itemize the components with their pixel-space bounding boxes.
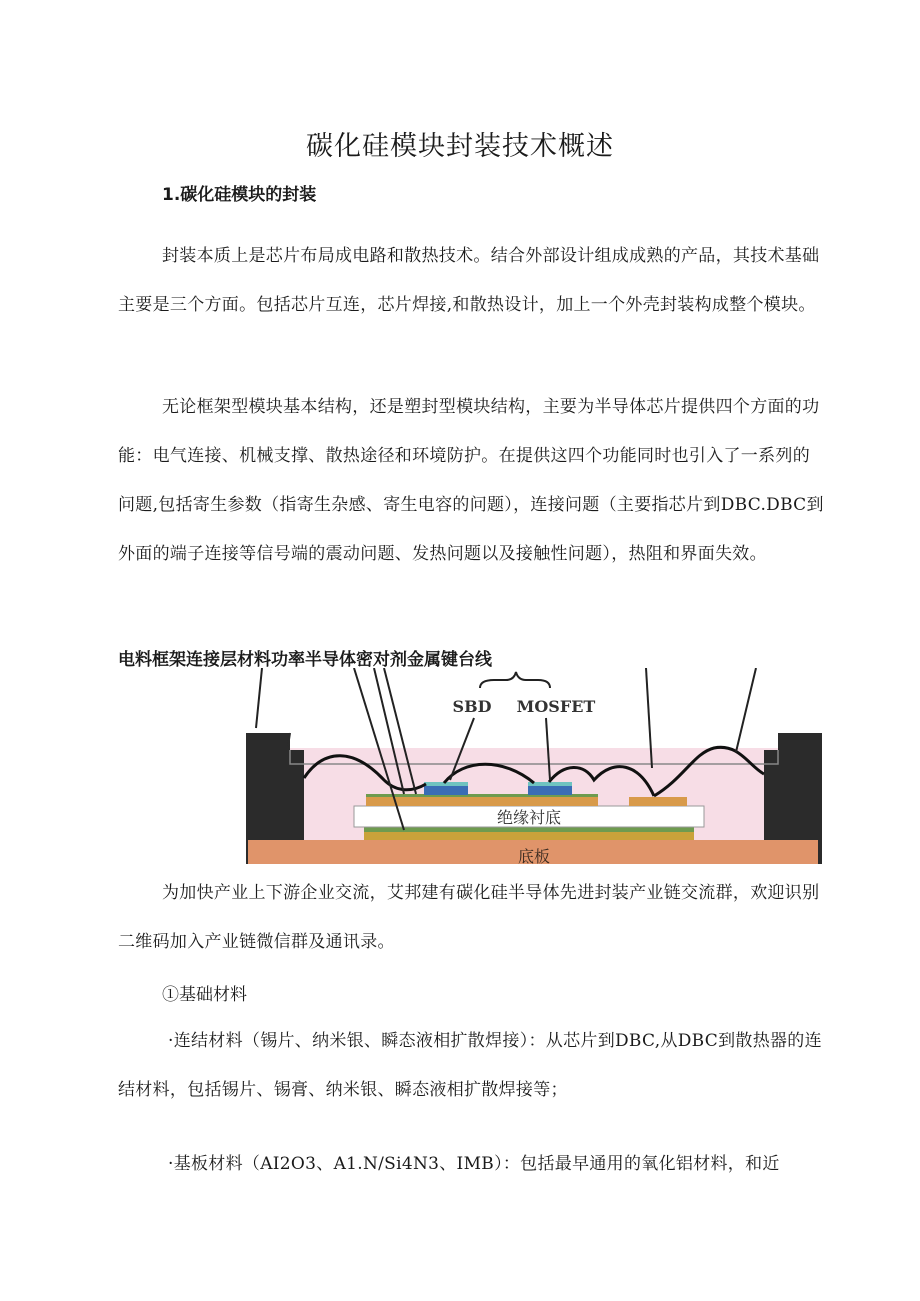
- copper-trace-main: [366, 796, 598, 806]
- paragraph-1: 封装本质上是芯片布局成电路和散热技术。结合外部设计组成成熟的产品，其技术基础主要是三个方面。包括芯片互连，芯片焊接,和散热设计，加上一个外壳封装构成整个模块。: [118, 246, 820, 315]
- sbd-label: SBD: [452, 697, 492, 716]
- solder-layer-lower: [364, 832, 694, 840]
- figure-caption: 电料框架连接层材料功率半导体密对剂金属键台线: [118, 650, 492, 670]
- copper-trace-small: [629, 797, 687, 806]
- chip-group-brace: [480, 672, 550, 688]
- paragraph-3: 为加快产业上下游企业交流，艾邦建有碳化硅半导体先进封装产业链交流群，欢迎识别二维码加入产业链微信群及通讯录。: [118, 883, 820, 952]
- copper-layer-lower: [364, 827, 694, 832]
- substrate-label: 绝缘衬底: [496, 808, 562, 827]
- section-heading: 1.碳化硅模块的封装: [162, 185, 317, 205]
- materials-heading: ①基础材料: [162, 985, 247, 1005]
- mosfet-label: MOSFET: [516, 697, 596, 716]
- baseplate-label: 底板: [517, 847, 551, 864]
- leader-wire: [736, 668, 756, 752]
- material-item-substrate: ·基板材料（AI2O3、A1.N/Si4N3、IMB）：包括最早通用的氧化铝材料，和近: [168, 1154, 780, 1174]
- leader-frame: [256, 668, 262, 728]
- paragraph-2: 无论框架型模块基本结构，还是塑封型模块结构，主要为半导体芯片提供四个方面的功能：电气连接、机械支撑、散热途径和环境防护。在提供这四个功能同时也引入了一系列的问题,包括寄生参数（指寄生杂感、寄生电容的问题），连接问题（主要指芯片到DBC.DBC到外面的端子连接等信号端的震动问题、发热问题以及接触性问题），热阻和界面失效。: [118, 397, 824, 564]
- material-item-bonding: ·连结材料（锡片、纳米银、瞬态液相扩散焊接）：从芯片到DBC,从DBC到散热器的连结材料，包括锡片、锡膏、纳米银、瞬态液相扩散焊接等；: [118, 1031, 822, 1100]
- page-title: 碳化硅模块封装技术概述: [306, 131, 614, 162]
- module-cross-section-diagram: [244, 668, 822, 864]
